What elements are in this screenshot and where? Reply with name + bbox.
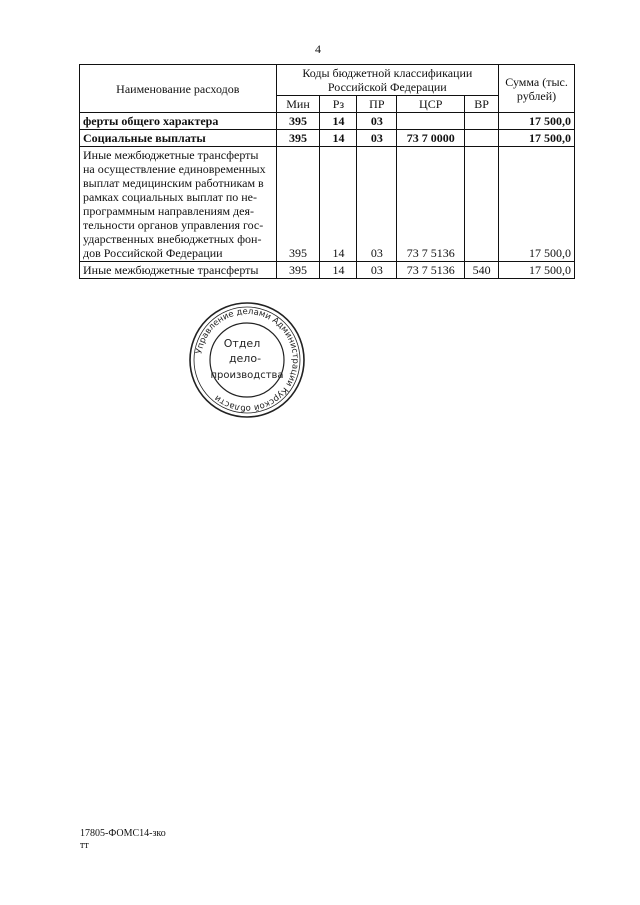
row-csr: 73 7 0000 xyxy=(397,130,465,147)
header-vr: ВР xyxy=(465,96,499,113)
header-codes-group: Коды бюджетной классификации Российской Федерации xyxy=(276,65,499,96)
footer-code: 17805-ФОМС14-зко xyxy=(80,828,166,839)
row-sum: 17 500,0 xyxy=(499,262,575,279)
table-row xyxy=(80,262,575,279)
row-vr xyxy=(465,147,499,262)
header-min: Мин xyxy=(276,96,320,113)
row-csr: 73 7 5136 xyxy=(397,147,465,262)
row-sum: 17 500,0 xyxy=(499,130,575,147)
row-vr xyxy=(465,113,499,130)
row-rz: 14 xyxy=(320,130,357,147)
row-csr xyxy=(397,113,465,130)
row-name: Иные межбюджетные трансферты на осуществление единовременных выплат медицинским работникам в рамках социальных выплат по не-программным направлениям дея-тельности органов управления гос-ударственных внебюджетных фон-дов Российской Федерации xyxy=(80,147,277,262)
row-vr: 540 xyxy=(465,262,499,279)
row-sum: 17 500,0 xyxy=(499,113,575,130)
row-pr: 03 xyxy=(357,130,397,147)
row-vr xyxy=(465,130,499,147)
row-name: ферты общего характера xyxy=(80,113,277,130)
row-min: 395 xyxy=(276,147,320,262)
row-rz: 14 xyxy=(320,113,357,130)
row-name: Иные межбюджетные трансферты xyxy=(80,262,277,279)
row-sum: 17 500,0 xyxy=(499,147,575,262)
budget-table xyxy=(79,64,575,279)
header-csr: ЦСР xyxy=(397,96,465,113)
page-number: 4 xyxy=(315,42,321,56)
stamp-line-3: производства xyxy=(210,370,284,381)
stamp-line-1: Отдел xyxy=(223,337,261,350)
table-row xyxy=(80,113,575,130)
row-pr: 03 xyxy=(357,262,397,279)
row-min: 395 xyxy=(276,130,320,147)
row-rz: 14 xyxy=(320,147,357,262)
table-row xyxy=(80,130,575,147)
document-footer xyxy=(80,828,166,852)
table-row xyxy=(80,147,575,262)
footer-initials: тт xyxy=(80,840,89,851)
stamp-outer-text: Управление делами Администрации Курской области xyxy=(194,306,301,414)
header-name: Наименование расходов xyxy=(80,65,277,113)
row-min: 395 xyxy=(276,262,320,279)
row-csr: 73 7 5136 xyxy=(397,262,465,279)
row-name: Социальные выплаты xyxy=(80,130,277,147)
row-min: 395 xyxy=(276,113,320,130)
header-rz: Рз xyxy=(320,96,357,113)
table-header-row xyxy=(80,65,575,96)
row-rz: 14 xyxy=(320,262,357,279)
header-sum: Сумма (тыс. рублей) xyxy=(499,65,575,113)
stamp-line-2: дело- xyxy=(228,352,262,365)
office-stamp xyxy=(187,300,307,420)
row-pr: 03 xyxy=(357,147,397,262)
header-pr: ПР xyxy=(357,96,397,113)
row-pr: 03 xyxy=(357,113,397,130)
